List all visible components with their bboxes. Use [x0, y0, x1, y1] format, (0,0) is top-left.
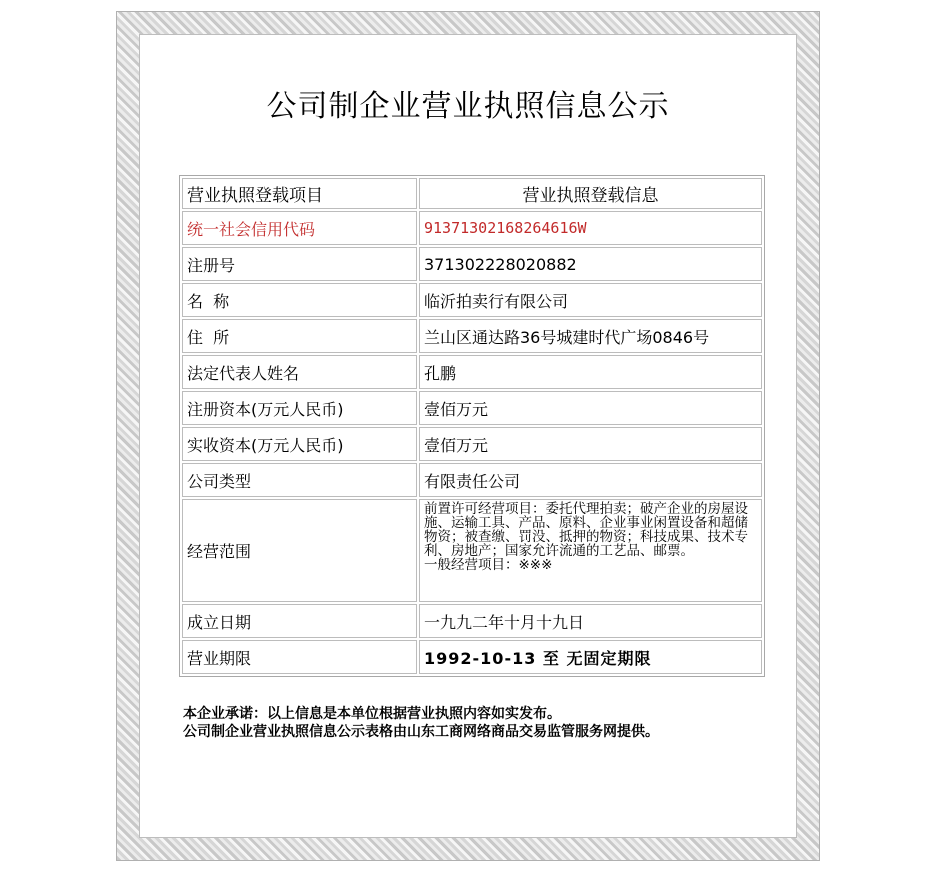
- row-label: 经营范围: [182, 499, 417, 602]
- row-label: 公司类型: [182, 463, 417, 497]
- table-row-paid-capital: [182, 427, 762, 461]
- row-label: 注册资本(万元人民币): [182, 391, 417, 425]
- table-row-registration-no: [182, 247, 762, 281]
- row-value: 一九九二年十月十九日: [419, 604, 762, 638]
- row-value: 371302228020882: [419, 247, 762, 281]
- license-info-table: [179, 175, 765, 677]
- scope-general-items: 一般经营项目：※※※: [424, 557, 553, 573]
- row-label: 住 所: [182, 319, 417, 353]
- row-label: 名 称: [182, 283, 417, 317]
- row-value: 兰山区通达路36号城建时代广场0846号: [419, 319, 762, 353]
- row-value: 91371302168264616W: [419, 211, 762, 245]
- table-row-address: [182, 319, 762, 353]
- row-label: 注册号: [182, 247, 417, 281]
- table-row-credit-code: [182, 211, 762, 245]
- row-value: [419, 499, 762, 602]
- provider-note: 公司制企业营业执照信息公示表格由山东工商网络商品交易监管服务网提供。: [183, 724, 659, 740]
- footer-notes: [183, 705, 803, 741]
- row-label: 实收资本(万元人民币): [182, 427, 417, 461]
- table-row-company-type: [182, 463, 762, 497]
- row-value: 临沂拍卖行有限公司: [419, 283, 762, 317]
- table-row-name: [182, 283, 762, 317]
- table-row-legal-rep: [182, 355, 762, 389]
- table-header-row: [182, 178, 762, 209]
- row-label: 营业期限: [182, 640, 417, 674]
- row-label: 成立日期: [182, 604, 417, 638]
- table-row-registered-capital: [182, 391, 762, 425]
- row-label: 法定代表人姓名: [182, 355, 417, 389]
- scope-licensed-items: 前置许可经营项目：委托代理拍卖；破产企业的房屋设施、运输工具、产品、原料、企业事业闲置设备和超储物资；被查缴、罚没、抵押的物资；科技成果、技术专利、房地产；国家允许流通的工艺品、邮票。: [424, 501, 748, 559]
- table-row-established-date: [182, 604, 762, 638]
- row-value: 孔鹏: [419, 355, 762, 389]
- row-value: 壹佰万元: [419, 427, 762, 461]
- row-label: 统一社会信用代码: [182, 211, 417, 245]
- header-info: 营业执照登载信息: [419, 178, 762, 209]
- row-value: 有限责任公司: [419, 463, 762, 497]
- page-title: 公司制企业营业执照信息公示: [266, 89, 670, 124]
- row-value: 壹佰万元: [419, 391, 762, 425]
- table-row-business-term: [182, 640, 762, 674]
- row-value: 1992-10-13 至 无固定期限: [419, 640, 762, 674]
- header-item: 营业执照登载项目: [182, 178, 417, 209]
- commitment-note: 本企业承诺：以上信息是本单位根据营业执照内容如实发布。: [183, 706, 561, 722]
- table-row-business-scope: [182, 499, 762, 602]
